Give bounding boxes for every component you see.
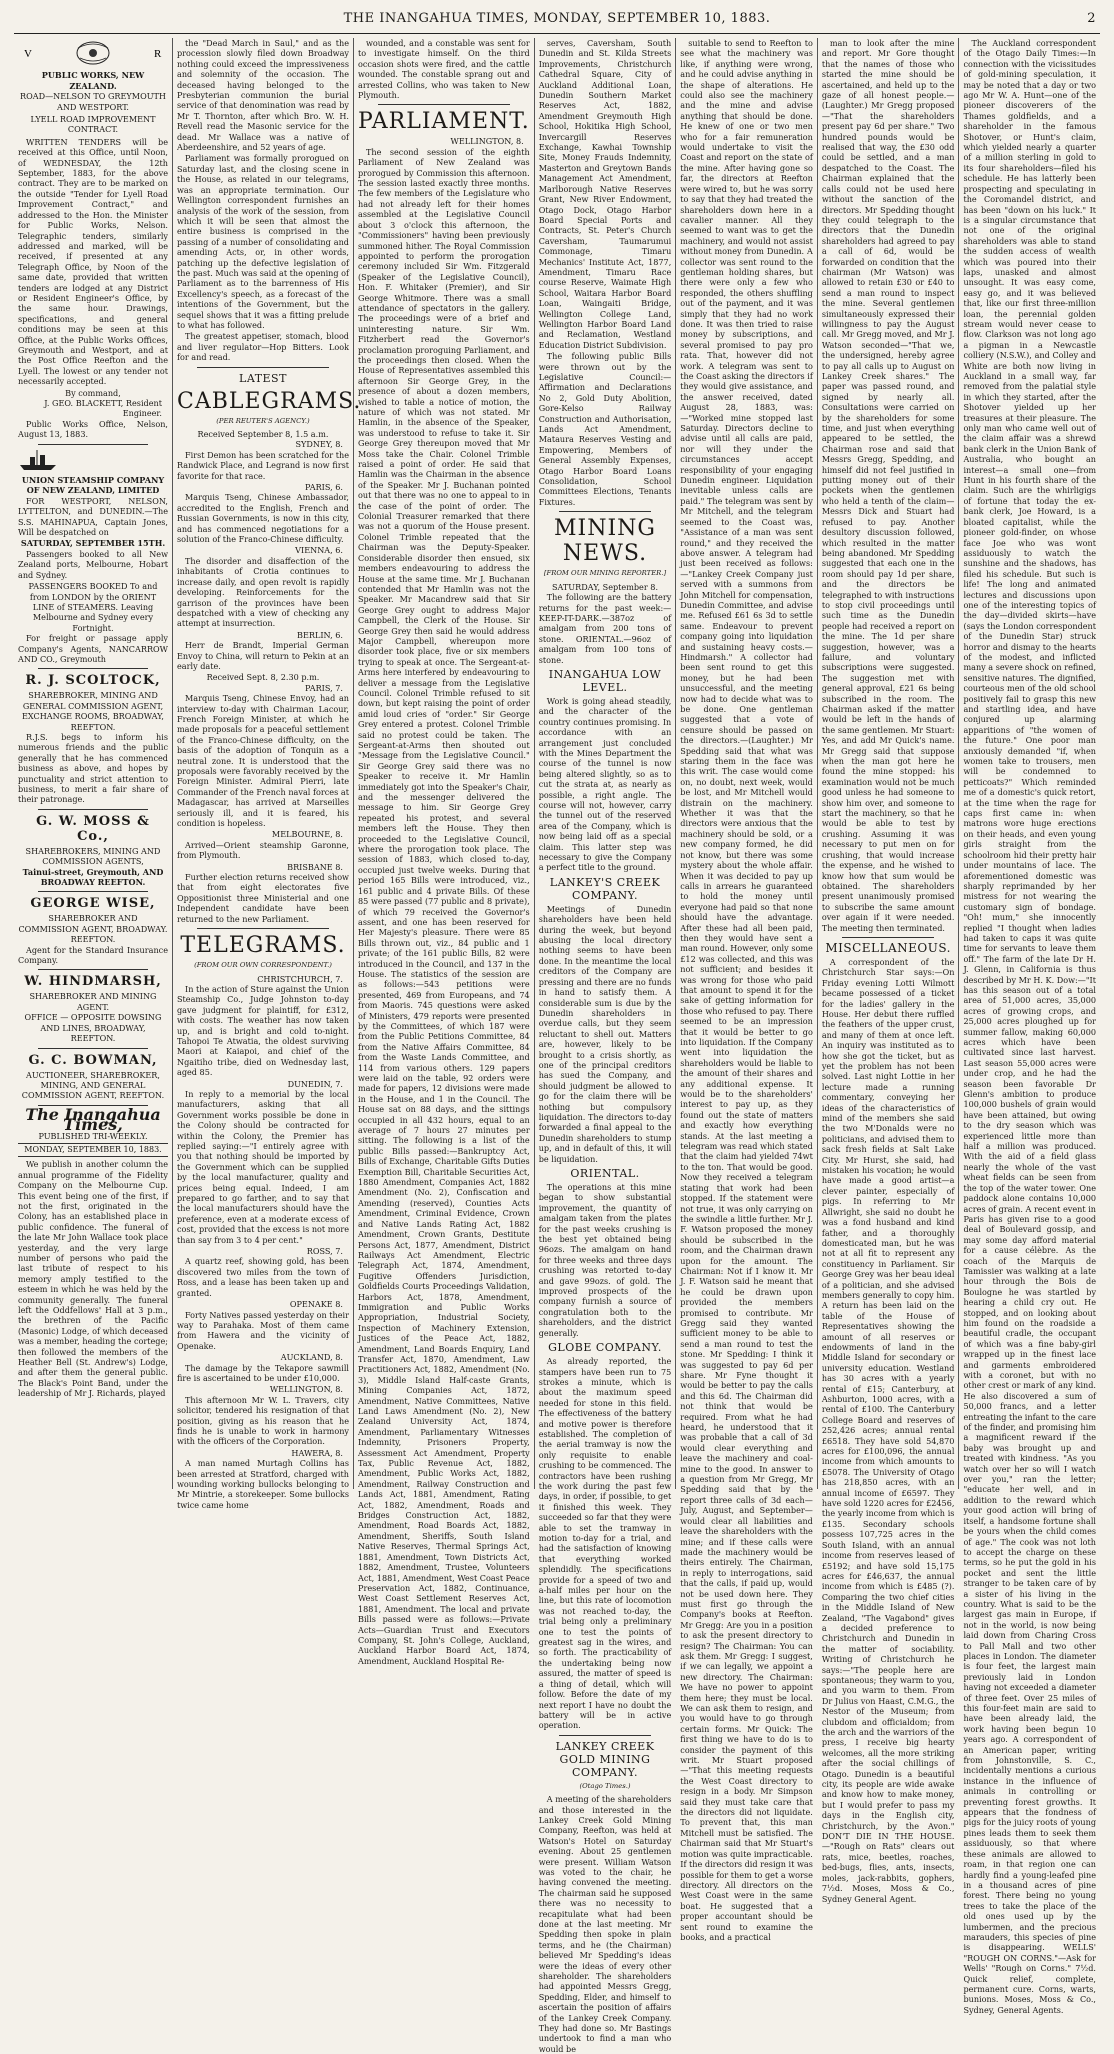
scoltock-note: R.J.S. begs to inform his numerous friends and the public generally that he has commenced business as above, and hopes by punctuality and strict attention to business, to merit a fair share of their patronage.: [18, 731, 168, 805]
melbourne-body: Arrived—Orient steamship Garonne, from Plymouth.: [177, 839, 349, 861]
dateline-wellington: WELLINGTON, 8.: [269, 1384, 343, 1395]
dateline-auckland: AUCKLAND, 8.: [280, 1352, 343, 1363]
uss-date: SATURDAY, SEPTEMBER 15TH.: [20, 538, 166, 549]
pw-location: Public Works Office, Nelson, August 13, 1883.: [18, 418, 168, 440]
received-2: Received Sept. 8, 2.30 p.m.: [206, 672, 320, 683]
mining-news-heading: MINING NEWS.: [554, 516, 656, 567]
masthead: [14, 6, 1100, 34]
lankey-gm-sub: (Otago Times.): [579, 1781, 631, 1790]
freight-note: For freight or passage apply Company's Agents, NANCARROW AND CO., Greymouth: [18, 633, 168, 664]
paris-body: Marquis Tseng, Chinese Ambassador, accredited to the English, French and Russian Governments, is now in this city, and has commenced negotiations for a solution of the Franco-Chinese difficulty.: [177, 492, 349, 545]
col2-p3: The greatest appetiser, stomach, blood and liver regulator—Hop Bitters. Look for and read.: [177, 331, 349, 363]
col5-body: suitable to send to Reefton to see what the machinery was like, if anything were wrong, and he could advise anything in the shape of alterations. He could also see the machinery and the mine and advise anything that should be done. He knew of one or two men who for a fair remuneration would undertake to visit the Coast and report on the state of the mine. After having gone so far, the directors at Reefton were wired to, but he was sorry to say that they had treated the shareholders down here in a cavalier manner. All they seemed to want was to get the machinery, and would not assist without money from Dunedin. A collector was sent round to the gentleman holding shares, but there were only a few who responded, the others shuffling out of the payment, and it was simply that they had no work done. It was then tried to raise money by subscriptions, and several promised to pay pro rata. That, however did not work. A telegram was sent to the Coast asking the directors if they would give assistance, and the answer received, dated August 28, 1883, was:—"Worked mine stopped last Saturday. Directors decline to advise until all calls are paid, nor will they under the circumstances accept responsibility of your engaging Dunedin engineer. Liquidation inevitable unless calls are paid." The telegram was sent by Mr Mitchell, and the telegram seemed to the Coast was, "Assistance of a man was sent round," and they received the above answer. A telegram had just been received as follows:—"Lankey Creek Company just served with a summons from John Mitchell for compensation, Dunedin Committee, and advise me. Refused £61 6s 3d to settle same. Endeavour to prevent company going into liquidation and sustaining heavy costs.—Hindmarsh." A collector had been sent round to get this money, but he had been unsuccessful, and the meeting now had to decide what was to be done. One gentleman suggested that a vote of censure should be passed on the directors.—(Laughter.) Mr Spedding said that what was staring them in the face was this writ. The case would come on, no doubt, next week, would be lost, and Mr Mitchell would distrain on the machinery. Whether it was that the directors were anxious that the machinery should be sold, or a new company formed, he did not know, but there was some mystery about the whole affair. When it was decided to pay up calls in arrears he guaranteed to hold the money until everyone had paid so that none should have the advantage. After these had all been paid, then they would have sent a man round. However, only some £12 was collected, and this was not sufficient; and besides it was wrong for those who paid that amount to spend it for the sake of getting information for those who refused to pay. There seemed to be an impression that it would be better to go into liquidation. If the Company went into liquidation the shareholders would be liable to the amount of their shares and any additional expense. It would be to the shareholders' interest to pay up, as they found out the state of matters and exactly how everything stands. At the last meeting a telegram was read which stated that the claim had yielded 74wt to the ton. That would be good. Now they received a telegram stating that work had been stopped. If the statement were not true, it was only carrying on the swindle a little further. Mr J. F. Watson proposed the money should be subscribed in the room, and the Chairman drawn upon for the amount. The Chairman: Not if I know it. Mr J. F. Watson said he meant that he could be drawn upon provided the members promised to contribute. Mr Gregg said they wanted sufficient money to be able to send a man round to test the stone. Mr Spedding: I think it was suggested to pay 6d per share. Mr Fyne thought it would be better to pay the calls and this 6d. The Chairman did not think that would be required. From what he had heard, he understood that it was probable that a call of 3d would clear everything and leave the machinery and coal-mine to the good. In answer to a question from Mr Gregg, Mr Spedding said that by the report three calls of 3d each—July, August, and September—would clear all liabilities and leave the shareholders with the mine; and if these calls were made the machinery would be theirs entirely. The Chairman, in reply to interrogations, said that the calls, if paid up, would not be used down here. They must first go through the Company's books at Reefton. Mr Gregg: Are you in a position to ask the present directory to resign? The Chairman: You can ask them. Mr Gregg: I suggest, if we can legally, we appoint a new directory. The Chairman: We have no power to appoint them here; they must be local. We can ask them to resign, and you would have to go through certain forms. Mr Quick: The first thing we have to do is to consider the payment of this writ. Mr Stuart proposed—"That this meeting requests the West Coast directory to resign in a body. Mr Simpson said they must take care that the directors did not liquidate. To prevent that, this man Mitchell must be satisfied. The Chairman said that Mr Stuart's motion was quite impracticable. If the directors did resign it was possible for them to get a worse directory. All directors on the West Coast were in the same boat. He suggested that a proper accountant should be sent round to examine the books, and a practical: [680, 38, 813, 1942]
col4-p1: serves, Caversham, South Dunedin and St. Kilda Streets Improvements, Christchurch Cathedral Square, City of Auckland Additional Loan, Dunedin Southern Market Reserves Act, 1882, Amendment Greymouth High School, Hokitika High School, Invercargill Reserves Exchange, Kawhai Township Site, Money Frauds Indemnity, Masterton and Greytown Bands Management Act Amendment, Marlborough Native Reserves Grant, New River Endowment, Otago Dock, Otago Harbor Board Special Ports and Contracts, St. Peter's Church Caversham, Taumarumui Commonage, Timaru Mechanics' Institute Act, 1877, Amendment, Timaru Race course Reserve, Waimate High School, Waitara Harbor Board Loan, Waingaiti Bridge, Wellington College Land, Wellington Harbor Board Land and Reclamation, Westland Education District Subdivision.: [538, 38, 672, 350]
dateline-ross: ROSS, 7.: [306, 1246, 343, 1257]
orient-line: PASSENGERS BOOKED To and from LONDON by the ORIENT LINE of STEAMERS. Leaving Melbourne and Sydney every Fortnight.: [28, 581, 158, 633]
moss-name: G. W. MOSS & Co.,: [36, 813, 150, 844]
col3-p1: wounded, and a constable was sent for to investigate himself. On the third occasion shots were fired, and the cattle wounded. The constable sprang out and arrested Collins, who was taken to New Plymouth.: [358, 38, 530, 101]
auckland-body: The damage by the Tekapore sawmill fire is ascertained to be under £10,000.: [177, 1362, 349, 1383]
mining-date: SATURDAY, September 8.: [551, 581, 659, 592]
hawera-body: A man named Murtagh Collins has been arrested at Stratford, charged with wounding working bullocks belonging to Mr Mintrie, a storekeeper. Some bullocks twice came home: [177, 1458, 349, 1510]
lankey-body: Meetings of Dunedin shareholders have been held during the week, but beyond abusing the local directory nothing seems to have been done. In the meantime the local creditors of the Company are pressing and there are no funds in hand to satisfy them. A considerable sum is due by the Dunedin shareholders in overdue calls, but they seem reluctant to shell out. Matters are, however, likely to be brought to a crisis shortly, as one of the principal creditors has sued the Company, and should judgment be allowed to go for the claim there will be nothing but compulsory liquidation. The directors to-day forwarded a final appeal to the Dunedin shareholders to stump up, and in default of this, it will be liquidation.: [538, 903, 672, 1164]
miscellaneous-heading: MISCELLANEOUS.: [825, 940, 951, 955]
hindmarsh-name: W. HINDMARSH,: [24, 974, 162, 990]
hindmarsh-body: SHAREBROKER AND MINING AGENT.: [29, 991, 157, 1012]
moss-body: SHAREBROKERS, MINING AND COMMISSION AGENTS,: [25, 845, 161, 867]
pw-contract: LYELL ROAD IMPROVEMENT CONTRACT.: [30, 114, 156, 135]
scoltock-name: R. J. SCOLTOCK,: [25, 673, 161, 689]
dateline-berlin: BERLIN, 6.: [297, 629, 343, 640]
column-2: [172, 38, 362, 1510]
openake-body: Forty Natives passed yesterday on their way to Parahaka. Most of them came from Hawera and the vicinity of Openake.: [177, 1309, 349, 1351]
dateline-wellington-parl: WELLINGTON, 8.: [450, 136, 524, 147]
oriental-body: The operations at this mine began to show substantial improvement, the quantity of amalgam taken from the plates for the past weeks crushing is the best yet obtained being 96ozs. The amalgam on hand for three weeks and three days crushing was retorted to-day and gave 99ozs. of gold. The improved prospects of the company furnish a source of congratulation both to the shareholders, and the district generally.: [538, 1182, 672, 1338]
bowman-name: G. C. BOWMAN,: [28, 1052, 158, 1068]
dunedin-body: In reply to a memorial by the local manufacturers, asking that all Government works possible be done in the Colony should be contracted for within the Colony, the Premier has replied saying:—"I entirely agree with you that nothing should be imported by the Government which can be supplied by the local manufacturer, quality and prices being equal. Indeed, I am prepared to go farther, and to say that the local manufacturers should have the preference, even at a moderate excess of cost, provided that the excess is not more than say from 3 to 4 per cent.": [177, 1088, 349, 1245]
column-6: [817, 38, 959, 1904]
page-number: 2: [1087, 11, 1096, 26]
dateline-paris-2: PARIS, 7.: [305, 682, 343, 693]
dateline-sydney: SYDNEY, 8.: [295, 439, 343, 450]
telegrams-sub: (FROM OUR OWN CORRESPONDENT.): [194, 961, 332, 970]
inangahua-low-level-heading: INANGAHUA LOW LEVEL.: [548, 667, 662, 694]
pw-body: WRITTEN TENDERS will be received at this Office, until Noon, of WEDNESDAY, the 12th September, 1883, for the above contract. They are to be marked on the outside "Tender for Lyell Road Improvement Contract," and addressed to the Hon. the Minister for Public Works, Nelson. Telegraphic tenders, similarly addressed and marked, will be received, if presented at any Telegraph Office, by Noon of the same date, provided that written tenders are lodged at any District or Resident Engineer's Office, by the same hour. Drawings, specifications, and general conditions may be seen at this Office, at the Public Works Offices, Greymouth and Westport, and at the Post Office Reefton and the Lyell. The lowest or any tender not necessarily accepted.: [18, 136, 168, 387]
received-1: Received September 8, 1.5 a.m.: [197, 429, 329, 439]
brisbane-body: Further election returns received show that from eight electorates five Oppositionist three Ministerial and one Independent candidate have been returned to the new Parliament.: [177, 872, 349, 924]
moss-location: Tainui-street, Greymouth, AND BROADWAY REEFTON.: [22, 866, 164, 888]
oriental-heading: ORIENTAL.: [570, 1167, 640, 1180]
col2-p1: the "Dead March in Saul," and as the procession slowly filed down Broadway nothing could exceed the impressiveness and solemnity of the occasion. The deceased having belonged to the Presbyterian communion the burial service of that denomination was read by Mr T. Thornton, after which Bro. W. H. Revell read the Masonic service for the dead. Mr Wallace was a native of Aberdeenshire, and 52 years of age.: [177, 38, 349, 153]
wise-note: Agent for the Standard Insurance Company.: [18, 944, 168, 966]
wellington-body: This afternoon Mr W. L. Travers, city solicitor, tendered his resignation of that position, giving as his reason that he finds he is unable to work in harmony with the officers of the Corporation.: [177, 1394, 349, 1447]
dateline-vienna: VIENNA, 6.: [295, 545, 343, 556]
scoltock-body: SHAREBROKER, MINING AND GENERAL COMMISSION AGENT, EXCHANGE ROOMS, BROADWAY, REEFTON.: [21, 690, 165, 732]
dateline-paris: PARIS, 6.: [305, 482, 343, 493]
berlin-body: Herr de Brandt, Imperial German Envoy to China, will return to Pekin at an early date.: [177, 640, 349, 671]
col6-body: man to look after the mine and report. Mr Gore thought that the names of those who started the mine should be ascertained, and held up to the gaze of all honest people.—(Laughter.) Mr Gregg proposed—"That the shareholders present pay 6d per share." Two hundred pounds would be realised that way, the £30 odd could be settled, and a man despatched to the Coast. The Chairman explained that the calls could not be used here without the sanction of the directors. Mr Spedding thought they could telegraph to the directors that the Dunedin shareholders had agreed to pay a call of 6d, would be forwarded on condition that the chairman (Mr Watson) was allowed to retain £30 or £40 to send a man round to inspect the mine. Several gentlemen simultaneously expressed their willingness to pay the August call. Mr Gregg moved, and Mr J. Watson seconded—"That we, the undersigned, hereby agree to pay all calls up to August on Lankey Creek shares." The paper was passed round, and signed by nearly all. Consultations were carried on by the shareholders for some time, and just when everything appeared to be settled, the Chairman rose and said that Messrs Gregg, Spedding, and himself did not feel justified in putting money out of their pockets when the gentlemen who held a tenth of the claim—Messrs Dick and Stuart had refused to pay. Another desultory discussion followed, which resulted in the matter being abandoned. Mr Spedding suggested that each one in the room should pay 1d per share, and the directors be telegraphed to with instructions to stop civil proceedings until such time as the Dunedin people had received a report on the mine. The 1d per share suggestion, however, was a failure, and voluntary subscriptions were suggested. The suggestion met with general approval, £21 6s being subscribed in the room. The Chairman asked if the matter would be left in the hands of the same gentlemen. Mr Stuart: Yes, and add Mr Quick's name. Mr Gregg said that suppose when the man got here he found the mine stopped: his examination would not be much good unless he had someone to show him over, and someone to start the machinery, so that he would be able to test by crushing. Assuming it was necessary to put men on for crushing, that would increase the expense, and he wished to know how that sum would be obtained. The shareholders present unanimously promised to subscribe the same amount over again if it were needed. The meeting then terminated.: [821, 38, 955, 933]
royal-crest-icon: [18, 40, 168, 68]
lankey-heading: LANKEY'S CREEK COMPANY.: [549, 875, 661, 902]
masthead-title: THE INANGAHUA TIMES, MONDAY, SEPTEMBER 10, 1883.: [343, 11, 771, 26]
mining-returns: The following are the battery returns for the past week:— KEEP-IT-DARK.—387oz of amalgam from 200 tons of stone. ORIENTAL.—96oz of amalgam from 100 tons of stone.: [538, 592, 672, 665]
inangahua-low-level-body: Work is going ahead steadily, and the character of the country continues promising. In accordance with an arrangement just concluded with the Mines Department the course of the tunnel is now being altered slightly, so as to cut the strata at, as nearly as possible, a right angle. The course will not, however, carry the tunnel out of the reserved area of the Company, which is now being laid off as a special claim. This latter step was necessary to give the Company a perfect title to the ground.: [538, 695, 672, 873]
latest-label: LATEST: [239, 371, 287, 385]
steamship-icon: [18, 449, 168, 473]
dateline-brisbane: BRISBANE 8.: [287, 861, 343, 872]
telegrams-heading: TELEGRAMS.: [180, 933, 346, 959]
dateline-dunedin: DUNEDIN, 7.: [287, 1078, 343, 1089]
column-1: [14, 38, 172, 1489]
col7-body: The Auckland correspondent of the Otago Daily Times:—In connection with the vicissitudes of gold-mining speculation, it may be noted that a day or two ago Mr W. A. Hunt—one of the pioneer discoverers of the Thames goldfields, and a shareholder in the famous Shotover, or Hunt's claim, which yielded nearly a quarter of a million sterling in gold to its four shareholders—filed his schedule. He has latterly been prospecting and speculating in the Coromandel district, and has been "down on his luck." It is a singular circumstance that not one of the original shareholders was able to stand the sudden access of wealth which was poured into their laps, unasked and almost unsought. It was easy come, easy go, and it was believed that, like our first three-million loan, the perennial golden stream would never cease to flow. Clarkson was not long ago a pigman in a Newcastle colliery (N.S.W.), and Colley and White are both now living in Auckland in a small way, far removed from the palatial style in which they started, after the Shotover yielded up her treasures at their pleasure. The only man who came well out of the claim affair was a shrewd bank clerk in the Union Bank of Australia, who bought an interest—a small one—from Hunt in his fourth share of the claim. Such are the whirligigs of fortune that today the ex-bank clerk, Joe Howard, is a bloated capitalist, while the pioneer gold-finder, on whose face Joe who was wont assiduously to watch the sunshine and the shadows, has filed his schedule. But such is life! The long and animated lectures and discussions upon one of the interesting topics of the day—divided skirts—have (says the London correspondent of the Dunedin Star) struck horror and dismay to the hearts of the modest, and inflicted many a severe shock on refined, sensitive natures. The dignified, courteous men of the old school positively fail to grasp this new and startling idea, and have conjured up alarming apparitions of "the women of the future." One poor man anxiously demanded "if, when women take to trousers, men will be condemned to petticoats?" Which reminded me of a domestic's quick retort, at the time when the rage for caps first came in: when matrons wore huge erections on their heads, and even young girls straight from the schoolroom hid their pretty hair under mountains of lace. The aforementioned domestic was sharply reprimanded by her mistress for not wearing the customary sign of bondage. "Oh! mum," she innocently replied "I thought when ladies had taken to caps it was quite time for servants to leave them off." The farm of the late Dr H. J. Glenn, in California is thus described by Mr H. K. Dow:—"It has this season out of a total area of 51,000 acres, 35,000 acres of growing crops, and 25,000 acres ploughed up for summer fallow, making 60,000 acres which have been cultivated since last harvest. Last season 55,000 acres were under crop, and he had the season been favorable Dr Glenn's ambition to produce 100,000 bushels of grain would have been attained, but owing to the dry season which was experienced little more than half a million was produced. With the aid of a field glass nearly the whole of the vast wheat fields can be seen from the top of the water tower. One paddock alone contains 10,000 acres of grain. A recent event in Paris has given rise to a good deal of Boulevard gossip, and may some day afford material for a cause célèbre. As the coach of the Marquis de Tamissier was walking at a late hour through the Bois de Boulogne he was startled by hearing a child cry out. He stopped, and on looking about him found on the roadside a beautiful cradle, the occupant of which was a fine baby-girl wrapped up in the finest lace and garments embroidered with a coronet, but with no other crest or mark of any kind. He also discovered a sum of 50,000 francs, and a letter entreating the infant to the care of the finder, and promising him a magnificent reward if the baby was brought up and treated with kindness. "As you watch over her so will I watch over you," ran the letter; "educate her well, and in addition to the reward which your good action will bring of itself, a handsome fortune shall be yours when the child comes of age." The cook was not loth to accept the charge on these terms, so he put the gold in his pocket and sent the little stranger to be taken care of by a sister of his living in the country. What is said to be the largest gas main in Europe, if not in the world, is now being laid down from Charing Cross to Pall Mall and two other places in London. The diameter is four feet, the largest main previously laid in London having not exceeded a diameter of three feet. Over 25 miles of this four-feet main are said to have been already laid, the work having been begun 10 years ago. A correspondent of an American paper, writing from Johnstonville, S. C., incidentally mentions a curious instance in the influence of animals in controlling or preventing forest growths. It appears that the fondness of pigs for the juicy roots of young pines leads them to seek them assiduously, so that where these animals are allowed to roam, in that region one can hardly find a young-leafed pine in a thousand acres of pine forest. There being no young trees to take the place of the old ones used up by the lumbermen, and the precious marauders, this species of pine is disappearing. WELLS' "ROUGH ON CORNS."—Ask for Wells' "Rough on Corns." 7½d. Quick relief, complete, permanent cure. Corns, warts, bunions. Moses, Moss & Co., Sydney, General Agents.: [963, 38, 1097, 2015]
pw-by: By command,: [65, 387, 121, 398]
col4-p2: The following public Bills were thrown out by the Legislative Council:—Affirmation and Declarations No 2, Gold Duty Abolition, Gore-Kelso Railway Construction and Authorisation, Lands Act Amendment, Mataura Reserves Vesting and Empowering, Members of General Assembly Expenses, Otago Harbor Board Loans Consolidation, School Committees Elections, Tenants Fixtures.: [538, 351, 672, 507]
ross-body: A quartz reef, showing gold, has been discovered two miles from the town of Ross, and a lease has been taken up and granted.: [177, 1256, 349, 1298]
christchurch-body: In the action of Sture against the Union Steamship Co., Judge Johnston to-day gave judgment for plaintiff, for £312, with costs. The weather has now taken up, and is bright and cold to-night. Tahopoi Te Atwatia, the oldest surviving Maori at Kaiapoi, and chief of the Ngaitiho tribe, died on Wednesday last, aged 85.: [177, 983, 349, 1078]
globe-heading: GLOBE COMPANY.: [548, 1341, 662, 1355]
reuter-note: (PER REUTER'S AGENCY.): [216, 416, 310, 425]
paper-date: MONDAY, SEPTEMBER 10, 1883.: [18, 1143, 168, 1157]
uss-heading: UNION STEAMSHIP COMPANY OF NEW ZEALAND, LIMITED: [21, 475, 165, 496]
hindmarsh-office: OFFICE — OPPOSITE DOWSING AND LINES, BROADWAY, REEFTON.: [24, 1012, 162, 1044]
crest-letter-v: V: [24, 48, 32, 60]
mining-sub: [FROM OUR MINING REPORTER.]: [543, 569, 667, 578]
uss-passengers: Passengers booked to all New Zealand ports, Melbourne, Hobart and Sydney.: [18, 548, 168, 580]
pw-signature: J. GEO. BLACKETT, Resident Engineer.: [44, 398, 162, 419]
dateline-openake: OPENAKE 8.: [289, 1299, 343, 1310]
column-3: [353, 38, 534, 1666]
paris2-body: Marquis Tseng, Chinese Envoy, had an interview to-day with Chairman Lacour, French Foreign Minister, at which he made proposals for a peaceful settlement of the Franco-Chinese difficulty, on the basis of the adoption of Tonquin as a neutral zone. It is understood that the proposals were favorably received by the Foreign Minister. Admiral Pierri, late Commander of the French naval forces at Madagascar, has arrived at Marseilles seriously ill, and it is feared, his condition is hopeless.: [177, 693, 349, 829]
sydney-body: First Demon has been scratched for the Randwick Place, and Legrand is now first favorite for that race.: [177, 449, 349, 481]
pw-heading: PUBLIC WORKS, NEW ZEALAND.: [41, 70, 145, 91]
paper-subtitle: PUBLISHED TRI-WEEKLY.: [38, 1130, 148, 1141]
editorial: We publish in another column the annual programme of the Fidelity Company on the Melbourne Cup. This event being one of the first, if not the first, originated in the Colony, has an established place in public confidence. The funeral of the late Mr John Wallace took place yesterday, and the very large number of persons who paid the last tribute of respect to his memory amply testified to the esteem in which he was held by the community generally. The funeral left the Oddfellows' Hall at 3 p.m., the brethren of the Pacific (Masonic) Lodge, of which deceased was a member, heading the cortege; then followed the members of the Heather Bell (St. Andrew's) Lodge, and after them the general public. The Black's Point Band, under the leadership of Mr J. Richards, played: [18, 1159, 168, 1399]
column-5: [675, 38, 817, 1942]
dateline-melbourne: MELBOURNE, 8.: [271, 829, 343, 840]
col2-p2: Parliament was formally prorogued on Saturday last, and the closing scene in the House, as related in our telegrams, was an appropriate termination. Our Wellington correspondent furnishes an analysis of the work of the session, from which it will be seen that almost the entire business is comprised in the passing of a number of consolidating and amending Acts, or, in other words, patching up the defective legislation of the past. Much was said at the opening of Parliament as to the barrenness of His Excellency's speech, as a forecast of the intentions of the Government, but the sequel shows that it was a fitting prelude to what has followed.: [177, 153, 349, 330]
dateline-hawera: HAWERA, 8.: [291, 1447, 343, 1458]
wise-body: SHAREBROKER AND COMMISSION AGENT, BROADWAY. REEFTON.: [18, 913, 168, 945]
dateline-christchurch: CHRISTCHURCH, 7.: [257, 973, 343, 984]
parliament-heading: PARLIAMENT.: [358, 109, 530, 135]
svg-text:R: R: [154, 48, 162, 60]
columns: [14, 34, 1100, 2054]
parliament-body: The second session of the eighth Parliament of New Zealand was prorogued by Commission this afternoon. The session lasted exactly three months. The few members of the Legislature who had not already left for their homes assembled at the Legislative Council about 3 o'clock this afternoon, the "Commissioners" having been previously summoned hither. The Royal Commission appointed to perform the prorogation ceremony included Sir Wm. Fitzgerald (Speaker of the Legislative Council), Hon. F. Whitaker (Premier), and Sir George Whitmore. There was a small attendance of spectators in the gallery. The proceedings were of a brief and uninteresting nature. Sir Wm. Fitzherbert read the Governor's proclamation proroguing Parliament, and the proceedings then closed. When the House of Representatives assembled this afternoon Sir George Grey, in the presence of about a dozen members, wished to table a notice of motion, the nature of which was not stated. Mr Hamlin, in the absence of the Speaker, was understood to refuse to take it. Sir George Grey thereupon moved that Mr Moss take the Chair. Colonel Trimble raised a point of order. He said that Hamlin was the Chairman in the absence of the Speaker. Mr J. Buchanan pointed out that there was no one to appeal to in the case of the point of order. The Colonial Treasurer remarked that there was not a quorum of the House present. Colonel Trimble repeated that the Chairman was the Deputy-Speaker. Considerable disorder then ensued, six members endeavouring to address the House at the same time. Mr J. Buchanan contended that Mr Hamlin was not the Speaker. Mr Macandrew said that Sir George Grey ought to address Major Campbell, the Clerk of the House. Sir George Grey then said he would address Major Campbell, whereupon more disorder took place, five or six members trying to speak at once. The Sergeant-at-Arms here interfered by endeavouring to deliver a message from the Legislative Council. Colonel Trimble refused to sit down, but kept raising the point of order amid loud cries of "order." Sir George Grey entered a protest. Colonel Trimble said no protest could be taken. The Sergeant-at-Arms then shouted out "Message from the Legislative Council." Sir George Grey said there was no Speaker to receive it. Mr Hamlin immediately got into the Speaker's Chair, and the messenger delivered the message to him. Sir George Grey repeated his protest, and several members left the House. They then proceeded to the Legislative Council, where the prorogation took place. The session of 1883, which closed to-day, occupied just twelve weeks. During that period 165 Bills were introduced, viz., 161 public and 4 private Bills. Of these 85 were passed (77 public and 8 private), of which 79 received the Governor's assent, and one has been reserved for Her Majesty's pleasure. There were 85 Bills thrown out, viz., 84 public and 1 private; of the 161 public Bills, 82 were introduced in the Council, and 137 in the House. The statistics of the session are as follows:—543 petitions were presented, 469 from Europeans, and 74 from Maoris. 745 questions were asked of Ministers, 479 reports were presented by the Committees, of which 187 were from the Public Petitions Committee, 84 from the Native Affairs Committee, 84 from the Waste Lands Committee, and 114 from various others. 129 papers were laid on the table, 92 orders were made for papers, 12 divisions were made in the House, and 1 in the Council. The House sat on 88 days, and the sittings occupied in all 432 hours, equal to an average of 7 hours 27 minutes per sitting. The following is a list of the public Bills passed:—Bankruptcy Act, Bills of Exchange, Charitable Gifts Duties Exemption Bill, Charitable Securities Act, 1880 Amendment, Companies Act, 1882 Amendment (No. 2), Confiscation and Amending (reserved), Counties Acts Amendment, Criminal Evidence, Crown and Native Lands Rating Act, 1882 Amendment, Crown Grants, Destitute Persons Act, 1877, Amendment, District Railways Act Amendment, Electric Telegraph Act, 1874, Amendment, Fugitive Offenders Jurisdiction, Goldfields Courts Proceedings Validation, Harbors Act, 1878, Amendment, Immigration and Public Works Appropriation, Industrial Society, Inspection of Machinery Extension, Justices of the Peace Act, 1882, Amendment, Land Boards Enquiry, Land Transfer Act, 1870, Amendment, Law Practitioners Act, 1882, Amendment (No. 3), Middle Island Half-caste Grants, Mining Companies Act, 1872, Amendment, Native Committees, Native Land Laws Amendment (No. 2), New Zealand University Act, 1874, Amendment, Parliamentary Witnesses Indemnity, Prisoners Property, Assessment Act Amendment, Property Tax, Public Revenue Act, 1882, Amendment, Public Works Act, 1882, Amendment, Railway Construction and Lands Act, 1881, Amendment, Rating Act, 1882, Amendment, Roads and Bridges Construction Act, 1882, Amendment, Road Boards Act, 1882, Amendment, Sheriffs, South Island Native Reserves, Thermal Springs Act, 1881, Amendment, Town Districts Act, 1882, Amendment, Trustee, Volunteers Act, 1881, Amendment, West Coast Peace Preservation Act, 1882, Continuance, West Coast Settlement Reserves Act, 1881, Amendment. The local and private Bills passed were as follows:—Private Acts—Guardian Trust and Executors Company, St. John's College, Auckland, Auckland Harbor Board Act, 1874, Amendment, Auckland Hospital Re-: [358, 146, 530, 1666]
bowman-body: AUCTIONEER, SHAREBROKER, MINING, AND GENERAL COMMISSION AGENT, REEFTON.: [21, 1069, 165, 1101]
lankey-gm-heading: LANKEY CREEK GOLD MINING COMPANY.: [555, 1739, 655, 1779]
globe-body: As already reported, the stampers have been run to 75 strokes a minute, which is about the maximum speed needed for stone in this field. The effectiveness of the battery and motive power is therefore established. The completion of the aerial tramway is now the only requisite to enable crushing to be commenced. The contractors have been rushing the work during the past few days, in order, if possible, to get it finished this week. They succeeded so far that they were able to set the tramway in motion to-day for a trial, and had the satisfaction of knowing that everything worked splendidly. The specifications provide for a speed of two and a-half miles per hour on the line, but this rate of locomotion was not reached to-day, the trial being only a preliminary one to test the points of greatest sag in the wires, and so forth. The practicability of the undertaking being now assured, the matter of speed is a thing of detail, which will follow. Before the date of my next report I have no doubt the battery will be in active operation.: [538, 1356, 672, 1731]
pw-road: ROAD—NELSON TO GREYMOUTH AND WESTPORT.: [20, 91, 166, 112]
cablegrams-heading: CABLEGRAMS.: [177, 388, 362, 414]
column-7: [958, 38, 1100, 2015]
vienna-body: The disorder and disaffection of the inhabitants of Crotia continues to increase daily, and open revolt is rapidly developing. Reinforcements for the garrison of the provinces have been despatched with a view of checking any attempt at insurrection.: [177, 555, 349, 629]
uss-body: FOR WESTPORT, NELSON, LYTTELTON, and DUNEDIN.—The S.S. MAHINAPUA, Captain Jones, Will be despatched on: [18, 495, 168, 538]
lankey-gm-body: A meeting of the shareholders and those interested in the Lankey Creek Gold Mining Company, Reefton, was held at Watson's Hotel on Saturday evening. About 25 gentlemen were present. William Watson was voted to the chair, he having convened the meeting. The chairman said he supposed there was no necessity to recapitulate what had been done at the last meeting. Mr Spedding then spoke in plain terms, and he (the Chairman) believed Mr Spedding's ideas were the ideas of every other shareholder. The shareholders had appointed Messrs Gregg, Spedding, Elder, and himself to ascertain the position of affairs of the Lankey Creek Company. They had done so. Mr Bastings undertook to find a man who would be: [538, 1794, 672, 2054]
column-4: [534, 38, 676, 2054]
wise-name: GEORGE WISE,: [30, 896, 156, 912]
paper-title: The Inangahua Times,: [25, 1104, 161, 1135]
miscellaneous-body: A correspondent of the Christchurch Star says:—On Friday evening Lotti Wilmott became possessed of a ticket for the ladies' gallery in the House. Her debut there ruffled the feathers of the upper crust, and many of them at once left. An inquiry was instituted as to how she got the ticket, but as yet the problem has not been solved. Last night Lottie in her lecture made a running commentary, conveying her ideas of the characteristics of mind of the members she said the two M'Donalds were no politicians, and advised them to sack fresh fields at Salt Lake City. Mr Hurst, she said, had mistaken his vocation; he would have made a good artist—a clever painter, especially of pigs. In referring to Mr Allwright, she said no doubt he was a fond husband and kind father, and a thoroughly domesticated man, but he was not at all fit to represent any constituency in Parliament. Sir George Grey was her beau ideal of a politician, and she advised members generally to copy him. A return has been laid on the table of the House of Representatives showing the amount of all reserves or endowments of land in the Middle Island for secondary or university education. Westland has 30 acres with a yearly rental of £15; Canterbury, at Ashburton, 1000 acres, with a rental of £100. The Canterbury College Board and reserves of 252,426 acres; annual rental £6518. They have sold 54,870 acres for £100,096, the annual income from which amounts to £5078. The University of Otago has 218,850 acres, with an annual income of £6597. They have sold 1220 acres for £2456, the yearly income from which is £135. Secondary schools possess 107,725 acres in the South Island, with an annual income from reserves leased of £5192; and have sold 15,175 acres for £46,637, the annual income from which is £485 (?). Comparing the two chief cities in the Middle Island of New Zealand, "The Vagabond" gives a decided preference to Christchurch and Dunedin in the matter of sociability. Writing of Christchurch he says:—"The people here are spontaneous; they warm to you, and you warm to them. From Dr Julius von Haast, C.M.G., the Nestor of the Museum; from clubdom and officialdom; from the arch and the warriors of the press, I receive big hearty welcomes, all the more striking after the social chillings of Otago. Dunedin is a beautiful city, its people are wide awake and know how to make money, but I would prefer to pass my days in the English city, Christchurch, by the Avon." DON'T DIE IN THE HOUSE.—"Rough on Rats" clears out rats, mice, beetles, roaches, bed-bugs, flies, ants, insects, moles, jack-rabbits, gophers, 7½d. Moses, Moss & Co., Sydney General Agent.: [821, 956, 955, 1904]
